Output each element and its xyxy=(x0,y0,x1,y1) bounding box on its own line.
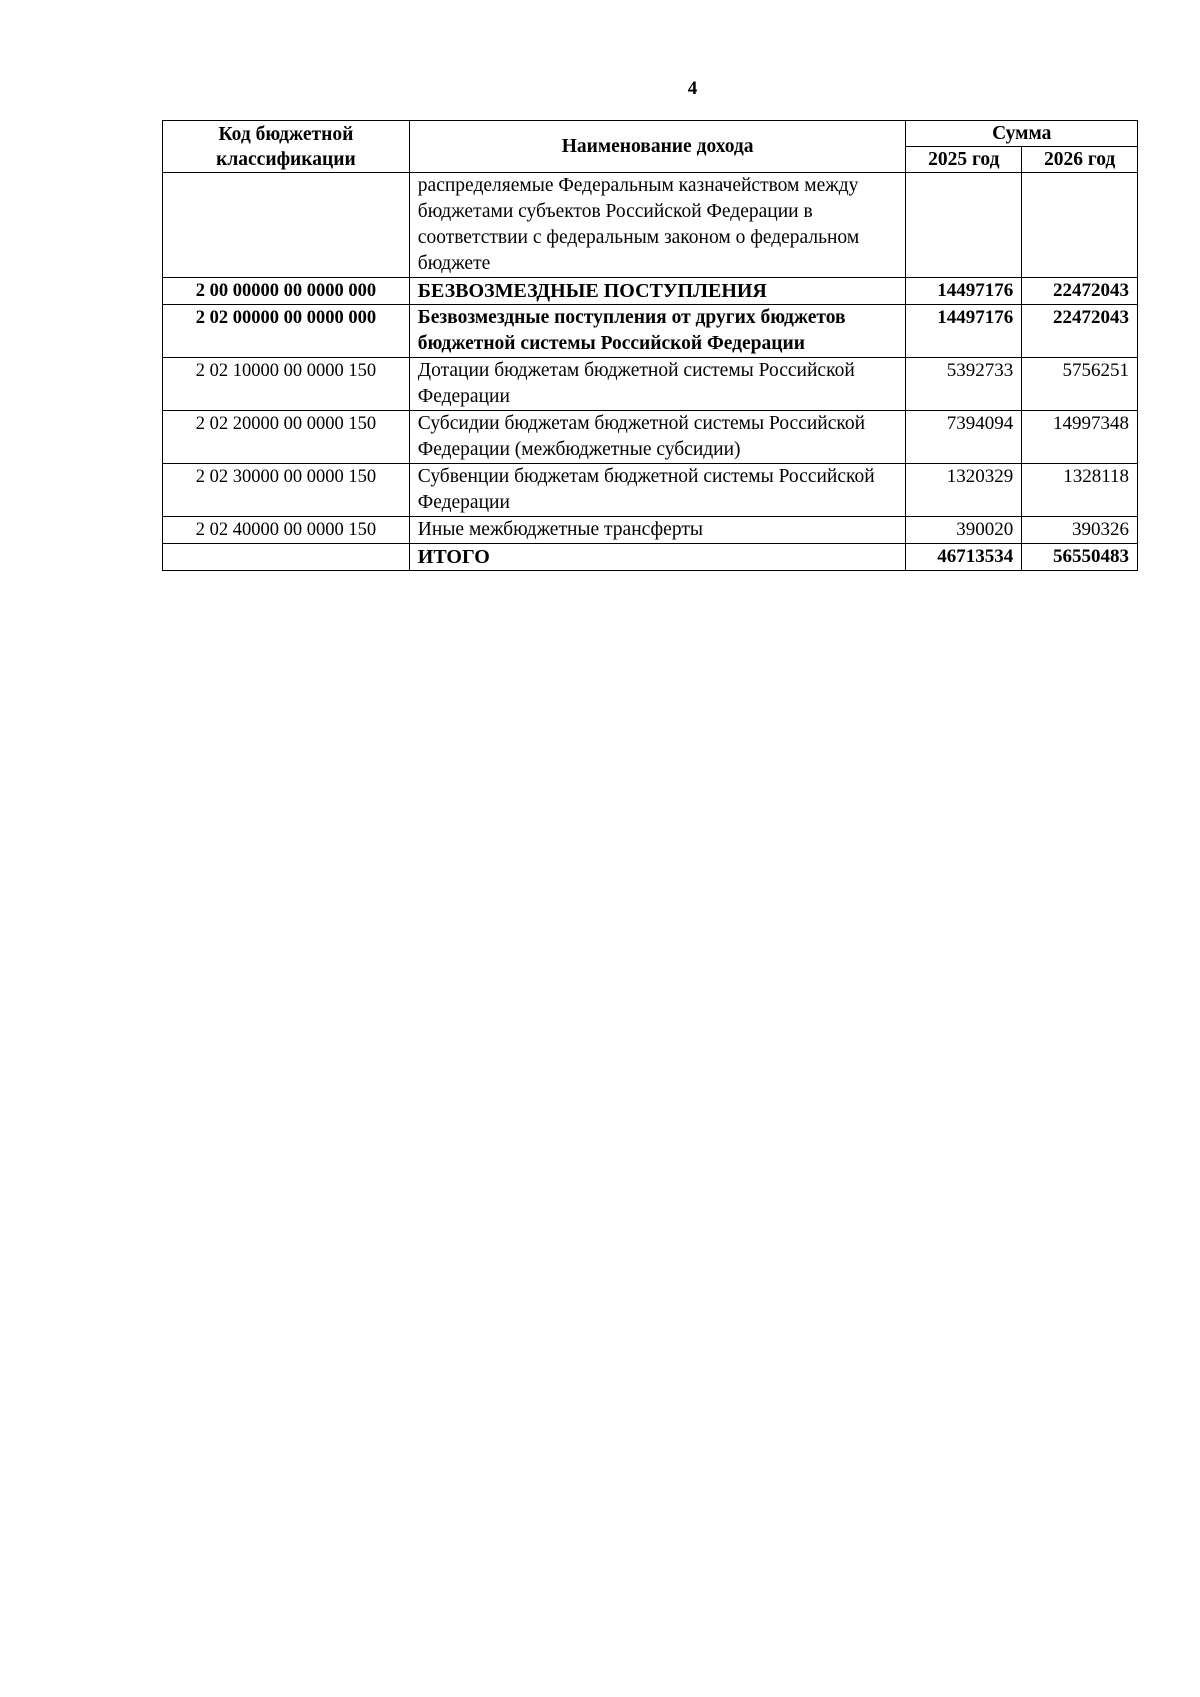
table-row xyxy=(163,464,1138,517)
header-year-2025: 2025 год xyxy=(906,147,1022,173)
table-row xyxy=(163,358,1138,411)
row-code: 2 00 00000 00 0000 000 xyxy=(163,278,410,305)
row-name: распределяемые Федеральным казначейством между бюджетами субъектов Российской Федерации в соответствии с федеральным законом о федеральном бюджете xyxy=(409,173,906,278)
header-sum: Сумма xyxy=(906,121,1138,147)
table-row xyxy=(163,305,1138,358)
table-row xyxy=(163,278,1138,305)
row-code: 2 02 30000 00 0000 150 xyxy=(163,464,410,517)
row-name: Субсидии бюджетам бюджетной системы Российской Федерации (межбюджетные субсидии) xyxy=(409,411,906,464)
row-name: Иные межбюджетные трансферты xyxy=(409,517,906,544)
row-name: Субвенции бюджетам бюджетной системы Российской Федерации xyxy=(409,464,906,517)
row-value-2026: 5756251 xyxy=(1022,358,1138,411)
row-value-2026: 390326 xyxy=(1022,517,1138,544)
row-name: БЕЗВОЗМЕЗДНЫЕ ПОСТУПЛЕНИЯ xyxy=(409,278,906,305)
row-value-2026: 22472043 xyxy=(1022,278,1138,305)
row-value-2026: 14997348 xyxy=(1022,411,1138,464)
total-row xyxy=(163,544,1138,571)
total-value-2026: 56550483 xyxy=(1022,544,1138,571)
row-value-2025: 1320329 xyxy=(906,464,1022,517)
header-year-2026: 2026 год xyxy=(1022,147,1138,173)
row-value-2025: 5392733 xyxy=(906,358,1022,411)
table-row xyxy=(163,517,1138,544)
row-value-2026: 1328118 xyxy=(1022,464,1138,517)
total-label: ИТОГО xyxy=(409,544,906,571)
row-code: 2 02 00000 00 0000 000 xyxy=(163,305,410,358)
row-value-2025 xyxy=(906,173,1022,278)
income-table xyxy=(162,120,1138,571)
row-code: 2 02 40000 00 0000 150 xyxy=(163,517,410,544)
row-name: Безвозмездные поступления от других бюджетов бюджетной системы Российской Федерации xyxy=(409,305,906,358)
row-value-2025: 14497176 xyxy=(906,305,1022,358)
header-name: Наименование дохода xyxy=(409,121,906,173)
row-value-2026: 22472043 xyxy=(1022,305,1138,358)
row-code xyxy=(163,173,410,278)
row-value-2025: 7394094 xyxy=(906,411,1022,464)
row-value-2025: 14497176 xyxy=(906,278,1022,305)
table-row xyxy=(163,411,1138,464)
row-value-2026 xyxy=(1022,173,1138,278)
table-header xyxy=(163,121,1138,173)
header-code: Код бюджетной классификации xyxy=(163,121,410,173)
row-name: Дотации бюджетам бюджетной системы Российской Федерации xyxy=(409,358,906,411)
row-code: 2 02 10000 00 0000 150 xyxy=(163,358,410,411)
row-code xyxy=(163,544,410,571)
row-code: 2 02 20000 00 0000 150 xyxy=(163,411,410,464)
total-value-2025: 46713534 xyxy=(906,544,1022,571)
page-number: 4 xyxy=(687,78,698,99)
row-value-2025: 390020 xyxy=(906,517,1022,544)
table-row xyxy=(163,173,1138,278)
